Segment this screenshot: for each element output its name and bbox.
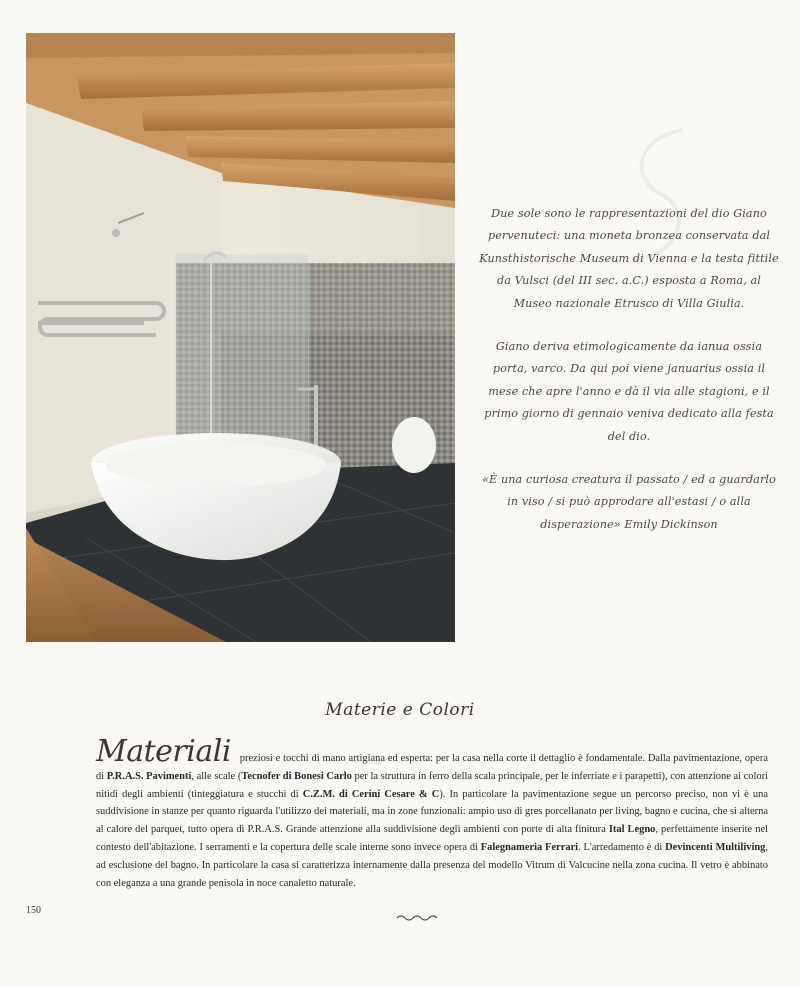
quote-giano-representations: Due sole sono le rappresentazioni del dio Giano pervenuteci: una moneta bronzea conservata dal Kunsthistorische Museum di Vienna e la testa fittile da Vulsci (del III sec. a.C.) esposta a Roma, al Museo nazionale Etrusco di Villa Giulia. bbox=[479, 207, 779, 310]
article-text: ). In particolare la pavimentazione segue un percorso preciso, non vi è una suddivisione in stanze per quanto riguarda l'utilizzo dei materiali, ma in zone funzionali: ampio uso di gres porcellanato per living, bagno e cucina, che si alterna al calore del parquet, tutto opera di P.R.A.S. Grande attenzione alla suddivisione degli ambienti con porte di alta finitura bbox=[96, 788, 768, 836]
article-text: . L'arredamento è di bbox=[578, 841, 666, 853]
article-text: preziosi e tocchi di mano artigiana ed esperta: per la casa nella corte il dettaglio è fondamentale. Dalla pavimentazione, opera di bbox=[96, 753, 768, 782]
company-name: P.R.A.S. Pavimenti bbox=[106, 770, 192, 782]
company-name: Ital Legno bbox=[608, 824, 656, 836]
section-title: Materie e Colori bbox=[325, 700, 475, 720]
quote-dickinson: «È una curiosa creatura il passato / ed a guardarlo in viso / si può approdare all'estasi / o alla disperazione» Emily Dickinson bbox=[482, 473, 776, 531]
article-body bbox=[96, 734, 768, 892]
bathroom-photo bbox=[26, 33, 455, 642]
article-text: , ad esclusione del bagno. In particolare la casa si caratterizza internamente dalla presenza del modello Vitrum di Valcucine nella zona cucina. Il vetro è abbinato con eleganza a una grande penisola in noce canaletto naturale. bbox=[96, 841, 768, 889]
article-text: , alle scale ( bbox=[191, 770, 242, 782]
article-text: per la struttura in ferro della scala principale, per le inferriate e i parapetti), con attenzione ai colori nitidi degli ambienti (tinteggiatura e stucchi di bbox=[96, 770, 768, 800]
company-name: C.Z.M. di Cerini Cesare & C bbox=[302, 788, 440, 800]
quote-column bbox=[478, 203, 780, 557]
company-name: Tecnofer di Bonesi Carlo bbox=[241, 770, 352, 782]
dropcap-word: Materiali bbox=[96, 734, 231, 769]
ornament-divider-icon bbox=[395, 912, 439, 924]
quote-giano-etymology: Giano deriva etimologicamente da ianua ossia porta, varco. Da qui poi viene januarius ossia il mese che apre l'anno e dà il via alle stagioni, e il primo giorno di gennaio veniva dedicato alla festa del dio. bbox=[484, 340, 774, 443]
company-name: Falegnameria Ferrari bbox=[480, 841, 579, 853]
article-text: , perfettamente inserite nel contesto dell'abitazione. I serramenti e la copertura delle scale interne sono invece opera di bbox=[96, 824, 768, 853]
page-number: 150 bbox=[26, 905, 41, 916]
company-name: Devincenti Multiliving bbox=[665, 841, 766, 853]
